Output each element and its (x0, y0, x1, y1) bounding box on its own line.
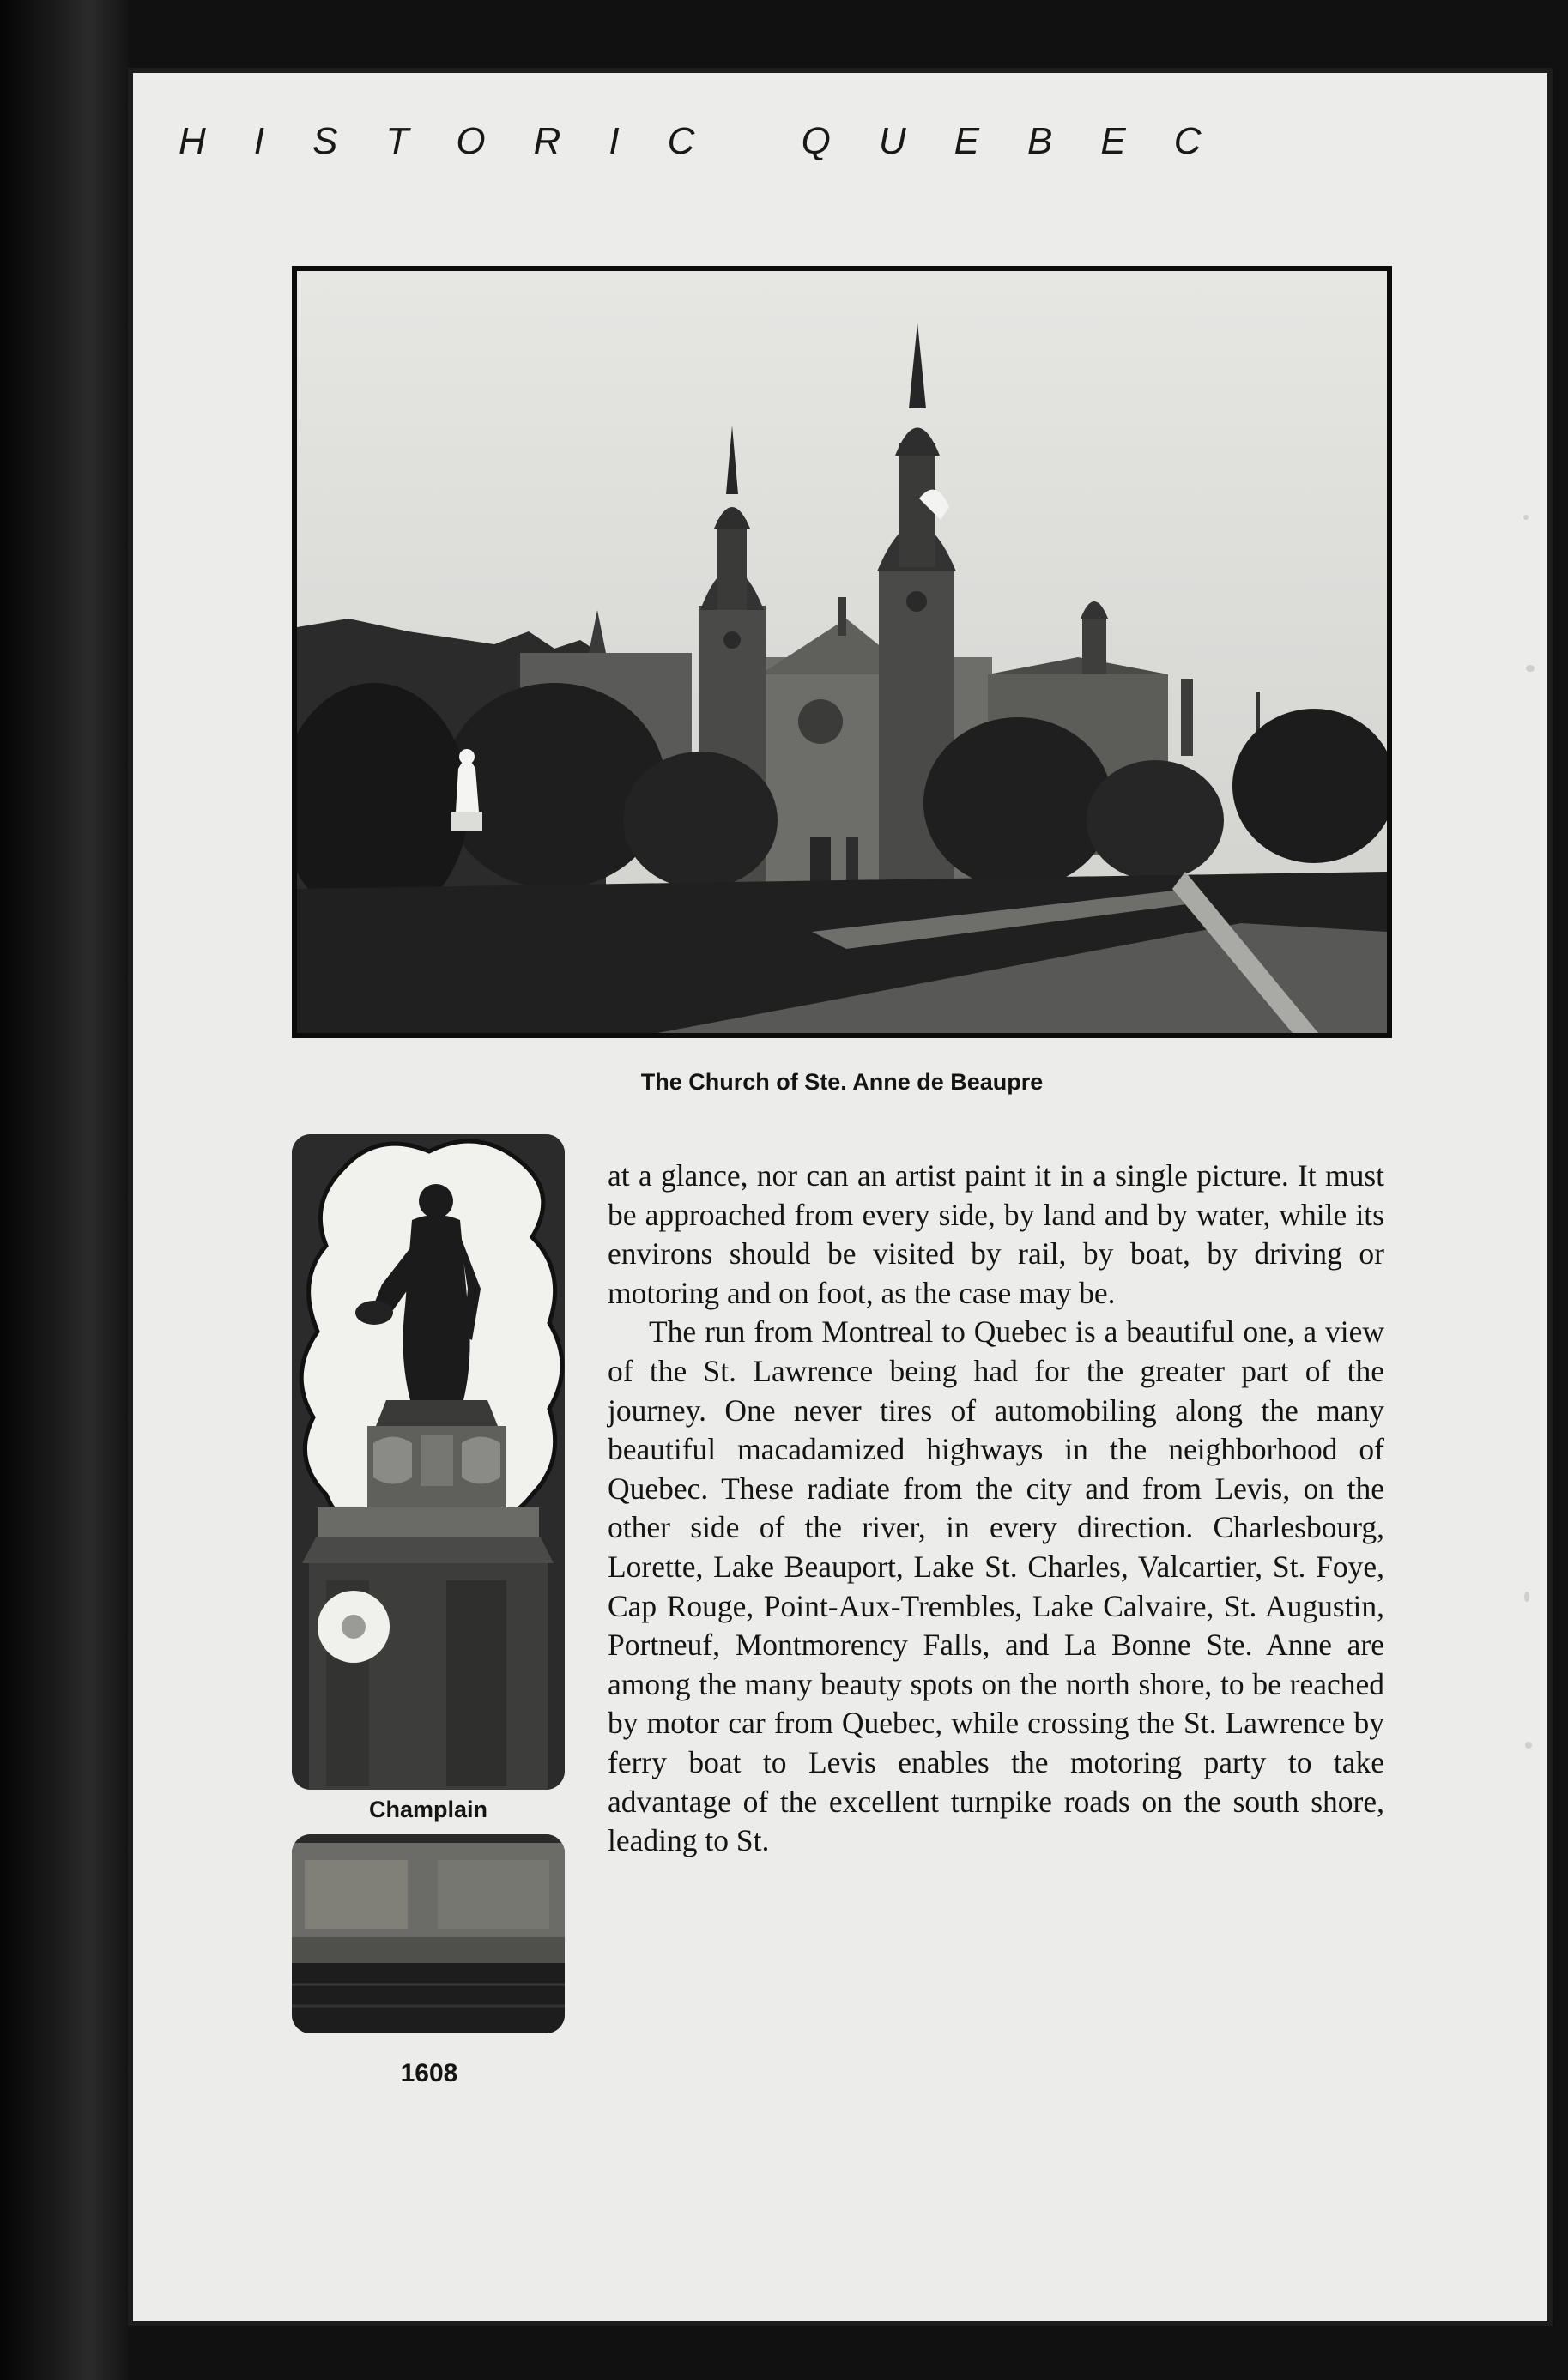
church-photo (292, 266, 1392, 1038)
edge-speck (1524, 1592, 1529, 1602)
church-illustration (297, 271, 1387, 1033)
pedestal-illustration (292, 1834, 565, 2033)
champlain-statue-illustration (292, 1134, 565, 1790)
church-photo-caption: The Church of Ste. Anne de Beaupre (640, 1069, 1044, 1095)
champlain-caption: Champlain (368, 1797, 488, 1822)
body-paragraph: The run from Montreal to Quebec is a beautiful one, a view of the St. Lawrence being had for the greater part of the journey. One never tires of automobiling along the many beautiful macadamized highways in the neighborhood of Quebec. These radiate from the city and from Levis, on the other side of the river, in every direction. Charlesbourg, Lorette, Lake Beauport, Lake St. Charles, Valcartier, St. Foye, Cap Rouge, Point-Aux-Trembles, Lake Calvaire, St. Augustin, Portneuf, Montmorency Falls, and La Bonne Ste. Anne are among the many beauty spots on the north shore, to be reached by motor car from Quebec, while crossing the St. Lawrence by ferry boat to Levis enables the motoring party to take advantage of the excellent turnpike roads on the south shore, leading to St. (608, 1314, 1384, 1858)
page-number: 1608 (400, 2059, 458, 2087)
edge-speck (1525, 1742, 1532, 1749)
edge-speck (1523, 515, 1529, 520)
running-head: HISTORIC QUEBEC (179, 120, 1250, 162)
edge-speck (1526, 665, 1535, 672)
body-paragraph: at a glance, nor can an artist paint it in a single picture. It must be approached from every side, by land and by water, while its environs should be visited by rail, by boat, by driving or motoring and on foot, as the case may be. (608, 1158, 1384, 1310)
pedestal-photo (292, 1834, 565, 2033)
book-binding (0, 0, 129, 2380)
champlain-statue-photo (292, 1134, 565, 1790)
body-text (608, 1157, 1384, 1861)
